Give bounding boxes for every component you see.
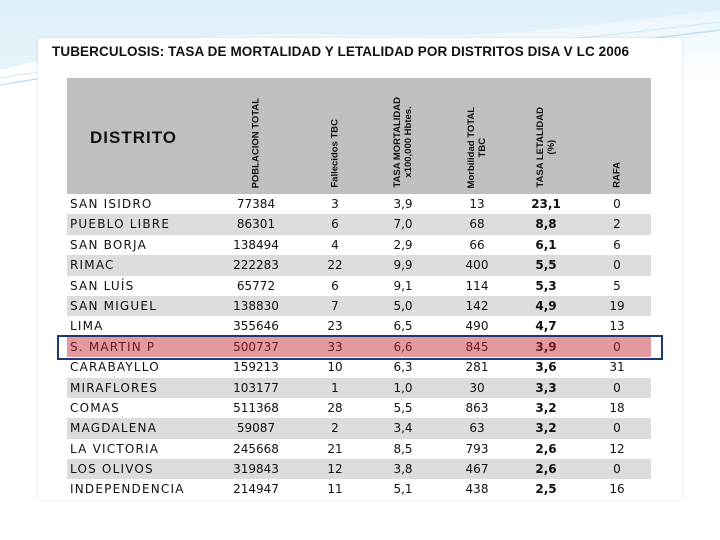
cell-rafa: 13 <box>609 319 625 334</box>
table-header <box>67 78 651 194</box>
slide-title: TUBERCULOSIS: TASA DE MORTALIDAD Y LETALIDAD POR DISTRITOS DISA V LC 2006 <box>52 44 630 59</box>
table-row <box>67 378 651 398</box>
cell-distrito: LOS OLIVOS <box>70 462 154 477</box>
header-morbilidad: Morbilidad TOTAL TBC <box>466 106 488 188</box>
cell-poblacion: 86301 <box>236 217 276 232</box>
cell-fallecidos: 7 <box>331 298 339 313</box>
cell-morbilidad: 863 <box>465 400 489 415</box>
cell-tasa-mortalidad: 5,5 <box>393 400 413 415</box>
cell-rafa: 0 <box>613 380 621 395</box>
cell-fallecidos: 2 <box>331 421 339 436</box>
cell-rafa: 2 <box>613 217 621 232</box>
cell-poblacion: 138494 <box>233 237 279 252</box>
cell-rafa: 19 <box>609 298 625 313</box>
table-row <box>67 357 651 377</box>
cell-morbilidad: 68 <box>469 217 485 232</box>
cell-tasa-mortalidad: 9,9 <box>393 258 413 273</box>
cell-tasa-letalidad: 8,8 <box>535 217 557 232</box>
cell-distrito: SAN LUÍS <box>70 278 135 293</box>
cell-morbilidad: 400 <box>465 258 489 273</box>
cell-tasa-letalidad: 3,6 <box>535 360 557 375</box>
table-row <box>67 214 651 234</box>
cell-tasa-letalidad: 6,1 <box>535 237 557 252</box>
cell-rafa: 5 <box>613 278 621 293</box>
cell-fallecidos: 3 <box>331 197 339 211</box>
cell-poblacion: 222283 <box>233 258 279 273</box>
cell-distrito: MAGDALENA <box>70 421 158 436</box>
cell-distrito: INDEPENDENCIA <box>70 482 185 497</box>
header-poblacion: POBLACION TOTAL <box>250 97 262 188</box>
cell-fallecidos: 33 <box>327 339 343 354</box>
cell-distrito: MIRAFLORES <box>70 380 159 395</box>
cell-rafa: 0 <box>613 197 621 211</box>
cell-rafa: 0 <box>613 462 621 477</box>
cell-distrito: SAN MIGUEL <box>70 298 158 313</box>
cell-tasa-mortalidad: 6,6 <box>393 339 413 354</box>
cell-morbilidad: 281 <box>465 360 489 375</box>
cell-fallecidos: 4 <box>331 237 339 252</box>
cell-fallecidos: 28 <box>327 400 343 415</box>
cell-fallecidos: 21 <box>327 441 343 456</box>
table-row <box>67 439 651 459</box>
cell-tasa-letalidad: 3,2 <box>535 421 557 436</box>
cell-tasa-mortalidad: 5,1 <box>393 482 413 497</box>
cell-poblacion: 65772 <box>236 278 276 293</box>
cell-rafa: 0 <box>613 421 621 436</box>
header-fallecidos: Fallecidos TBC <box>329 119 341 188</box>
cell-tasa-letalidad: 3,2 <box>535 400 557 415</box>
table-row <box>67 255 651 275</box>
cell-morbilidad: 467 <box>465 462 489 477</box>
header-rafa: RAFA <box>611 162 623 188</box>
cell-poblacion: 214947 <box>233 482 279 497</box>
cell-fallecidos: 12 <box>327 462 343 477</box>
cell-morbilidad: 114 <box>465 278 489 293</box>
cell-tasa-letalidad: 3,9 <box>535 339 557 354</box>
cell-distrito: LA VICTORIA <box>70 441 160 456</box>
cell-morbilidad: 30 <box>469 380 485 395</box>
cell-poblacion: 159213 <box>233 360 279 375</box>
cell-tasa-mortalidad: 2,9 <box>393 237 413 252</box>
cell-morbilidad: 142 <box>465 298 489 313</box>
cell-tasa-letalidad: 3,3 <box>535 380 557 395</box>
cell-tasa-letalidad: 2,6 <box>535 462 557 477</box>
cell-rafa: 16 <box>609 482 625 497</box>
cell-tasa-mortalidad: 3,9 <box>393 197 413 211</box>
table-row <box>67 296 651 316</box>
header-tasa-mortalidad: TASA MORTALIDAD x100,000 Hbtes. <box>392 97 414 188</box>
cell-distrito: PUEBLO LIBRE <box>70 217 171 232</box>
cell-distrito: SAN BORJA <box>70 237 147 252</box>
cell-fallecidos: 1 <box>331 380 339 395</box>
cell-fallecidos: 6 <box>331 278 339 293</box>
cell-poblacion: 103177 <box>233 380 279 395</box>
cell-morbilidad: 66 <box>469 237 485 252</box>
cell-tasa-letalidad: 2,6 <box>535 441 557 456</box>
cell-tasa-letalidad: 4,7 <box>535 319 557 334</box>
cell-distrito: CARABAYLLO <box>70 360 160 375</box>
header-tasa-letalidad: TASA LETALIDAD (%) <box>535 107 557 188</box>
cell-morbilidad: 845 <box>465 339 489 354</box>
table-row <box>67 194 651 214</box>
cell-distrito: LIMA <box>70 319 104 334</box>
cell-tasa-letalidad: 4,9 <box>535 298 557 313</box>
table-row <box>67 459 651 479</box>
table-body <box>67 194 651 500</box>
cell-poblacion: 500737 <box>233 339 279 354</box>
header-distrito: DISTRITO <box>90 128 178 147</box>
table-row <box>67 337 651 357</box>
cell-poblacion: 77384 <box>236 197 276 211</box>
cell-distrito: S. MARTIN P <box>70 339 156 354</box>
cell-tasa-letalidad: 5,3 <box>535 278 557 293</box>
cell-tasa-mortalidad: 6,5 <box>393 319 413 334</box>
tb-mortality-table <box>67 78 651 501</box>
table-row <box>67 418 651 438</box>
cell-poblacion: 511368 <box>233 400 279 415</box>
cell-rafa: 31 <box>609 360 625 375</box>
cell-morbilidad: 13 <box>469 197 485 211</box>
cell-morbilidad: 63 <box>469 421 485 436</box>
cell-distrito: RIMAC <box>70 258 115 273</box>
cell-tasa-letalidad: 23,1 <box>531 197 561 211</box>
cell-poblacion: 59087 <box>236 421 276 436</box>
cell-tasa-mortalidad: 6,3 <box>393 360 413 375</box>
cell-tasa-mortalidad: 8,5 <box>393 441 413 456</box>
cell-tasa-letalidad: 2,5 <box>535 482 557 497</box>
cell-poblacion: 245668 <box>233 441 279 456</box>
table-row <box>67 235 651 255</box>
cell-rafa: 6 <box>613 237 621 252</box>
cell-rafa: 12 <box>609 441 625 456</box>
cell-tasa-mortalidad: 3,8 <box>393 462 413 477</box>
cell-morbilidad: 438 <box>465 482 489 497</box>
cell-rafa: 0 <box>613 339 621 354</box>
table-row <box>67 276 651 296</box>
table-row <box>67 479 651 499</box>
cell-poblacion: 319843 <box>233 462 279 477</box>
cell-tasa-mortalidad: 1,0 <box>393 380 413 395</box>
cell-rafa: 0 <box>613 258 621 273</box>
table-row <box>67 398 651 418</box>
cell-poblacion: 138830 <box>233 298 279 313</box>
cell-fallecidos: 23 <box>327 319 343 334</box>
cell-tasa-mortalidad: 5,0 <box>393 298 413 313</box>
cell-morbilidad: 490 <box>465 319 489 334</box>
cell-rafa: 18 <box>609 400 625 415</box>
cell-tasa-letalidad: 5,5 <box>535 258 557 273</box>
cell-fallecidos: 6 <box>331 217 339 232</box>
cell-morbilidad: 793 <box>465 441 489 456</box>
cell-tasa-mortalidad: 7,0 <box>393 217 413 232</box>
cell-fallecidos: 22 <box>327 258 343 273</box>
cell-tasa-mortalidad: 9,1 <box>393 278 413 293</box>
cell-fallecidos: 10 <box>327 360 343 375</box>
cell-distrito: COMAS <box>70 400 121 415</box>
cell-tasa-mortalidad: 3,4 <box>393 421 413 436</box>
cell-distrito: SAN ISIDRO <box>70 197 153 211</box>
cell-fallecidos: 11 <box>327 482 343 497</box>
cell-poblacion: 355646 <box>233 319 279 334</box>
table-row <box>67 316 651 336</box>
